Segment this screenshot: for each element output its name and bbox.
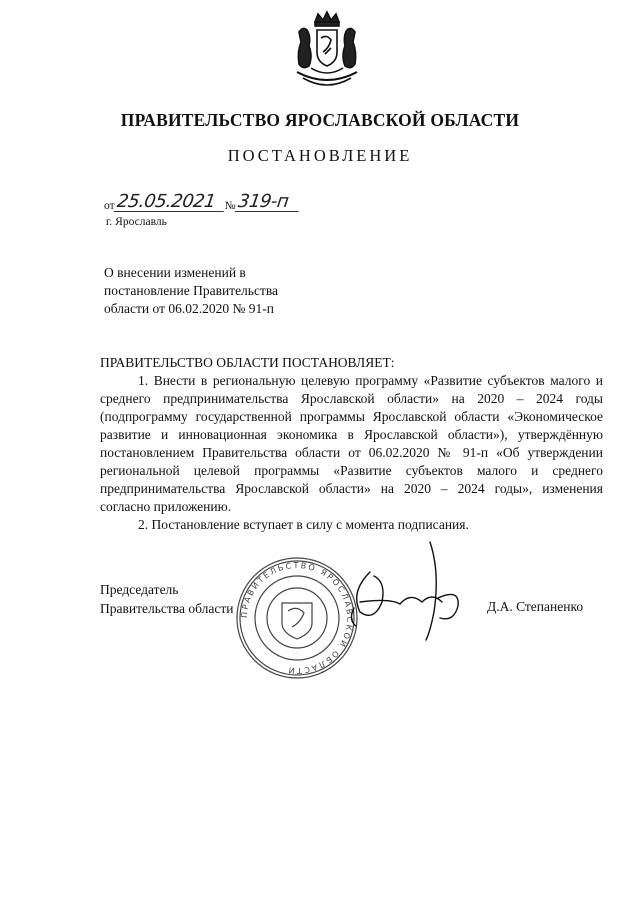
document-type: ПОСТАНОВЛЕНИЕ (227, 146, 413, 165)
handwritten-signature-icon (330, 532, 480, 652)
subject-line: области от 06.02.2020 № 91-п (104, 301, 274, 316)
subject-line: постановление Правительства (104, 283, 279, 298)
signer-position-line: Правительства области (100, 601, 234, 616)
body-heading: ПРАВИТЕЛЬСТВО ОБЛАСТИ ПОСТАНОВЛЯЕТ: (100, 355, 395, 370)
coat-of-arms-icon (285, 8, 369, 92)
number-label: № (224, 200, 236, 212)
document-subject (104, 264, 278, 318)
body-item-2: 2. Постановление вступает в силу с момента подписания. (138, 517, 469, 532)
date-label: от (104, 200, 115, 212)
signer-position (100, 580, 233, 618)
signer-position-line: Председатель (100, 582, 179, 597)
seal-text: ПРАВИТЕЛЬСТВО ЯРОСЛАВСКОЙ ОБЛАСТИ (239, 560, 355, 676)
document-meta (104, 190, 300, 228)
document-date: 25.05.2021 (113, 193, 226, 212)
document-city: г. Ярославль (106, 216, 167, 228)
signer-name: Д.А. Степаненко (487, 599, 584, 614)
document-body (100, 354, 603, 534)
organization-title: ПРАВИТЕЛЬСТВО ЯРОСЛАВСКОЙ ОБЛАСТИ (120, 110, 520, 130)
document-number: 319-п (234, 193, 301, 212)
subject-line: О внесении изменений в (104, 265, 246, 280)
body-item-1: 1. Внести в региональную целевую программу «Развитие субъектов малого и среднего предпринимательства Ярославской области» на 2020 – 2024 годы (подпрограмму государственной программы Ярославской области «Экономическое развитие и инновационная экономика в Ярославской области»), утверждённую постановлением Правительства области от 06.02.2020 № 91-п «Об утверждении региональной целевой программы «Развитие субъектов малого и среднего предпринимательства Ярославской области» на 2020 – 2024 годы», изменения согласно приложению. (100, 373, 603, 514)
